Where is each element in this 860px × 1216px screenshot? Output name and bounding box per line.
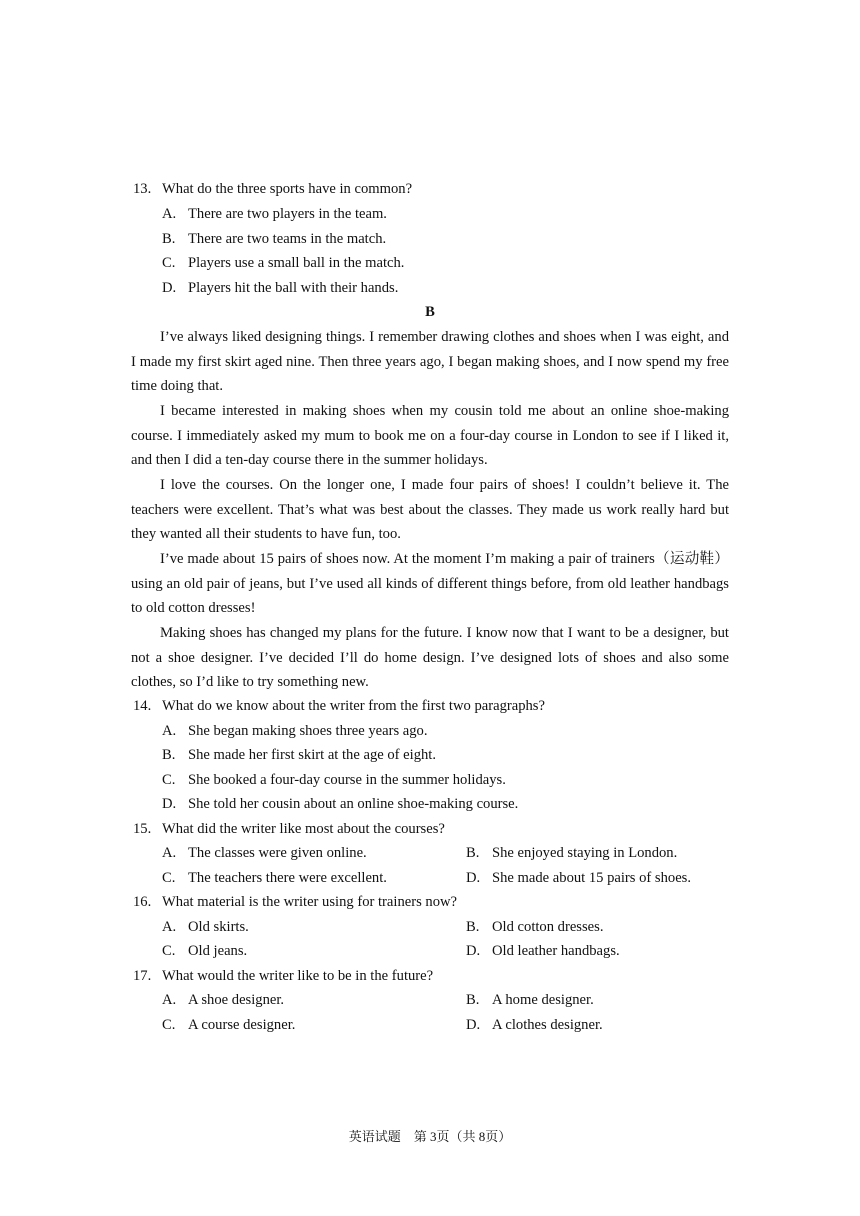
option-13-c: C. Players use a small ball in the match. [162, 255, 405, 271]
option-16-b: B. Old cotton dresses. [466, 919, 604, 935]
question-17 [133, 964, 433, 989]
section-title: B [425, 304, 435, 320]
question-16 [133, 890, 457, 915]
question-text: What do the three sports have in common? [162, 181, 413, 197]
page-footer: 英语试题 第 3页（共 8页） [348, 1129, 512, 1144]
passage-paragraph-4: I’ve made about 15 pairs of shoes now. At the moment I’m making a pair of trainers（运动鞋）using an old pair of jeans, but I’ve used all kinds of different things before, from old leather handbags to old cotton dresses! [131, 551, 729, 617]
question-text: What do we know about the writer from the first two paragraphs? [162, 698, 545, 714]
option-14-c: C. She booked a four-day course in the summer holidays. [162, 772, 506, 788]
question-number: 15. [133, 821, 152, 837]
option-17-d: D. A clothes designer. [466, 1017, 603, 1033]
question-13 [133, 177, 412, 202]
option-16-a: A. Old skirts. [162, 919, 249, 935]
option-14-b: B. She made her first skirt at the age of eight. [162, 747, 437, 763]
question-number: 16. [133, 894, 152, 910]
question-text: What would the writer like to be in the future? [162, 968, 434, 984]
option-13-a: A. There are two players in the team. [162, 206, 387, 222]
option-16-d: D. Old leather handbags. [466, 943, 620, 959]
option-15-b: B. She enjoyed staying in London. [466, 845, 678, 861]
question-number: 17. [133, 968, 152, 984]
option-13-d: D. Players hit the ball with their hands. [162, 280, 399, 296]
passage-paragraph-5: Making shoes has changed my plans for the future. I know now that I want to be a designer, but not a shoe designer. I’ve decided I’ll do home design. I’ve designed lots of shoes and also some clothes, so I’d like to try something new. [131, 625, 729, 691]
option-15-c: C. The teachers there were excellent. [162, 870, 387, 886]
question-15 [133, 817, 445, 842]
question-number: 14. [133, 698, 152, 714]
question-number: 13. [133, 181, 152, 197]
option-14-d: D. She told her cousin about an online shoe-making course. [162, 796, 519, 812]
question-text: What material is the writer using for trainers now? [162, 894, 458, 910]
option-16-c: C. Old jeans. [162, 943, 248, 959]
passage-paragraph-2: I became interested in making shoes when my cousin told me about an online shoe-making course. I immediately asked my mum to book me on a four-day course in London to see if I liked it, and then I did a ten-day course there in the summer holidays. [131, 403, 729, 469]
option-17-c: C. A course designer. [162, 1017, 296, 1033]
passage-paragraph-1: I’ve always liked designing things. I remember drawing clothes and shoes when I was eight, and I made my first skirt aged nine. Then three years ago, I began making shoes, and I now spend my free time doing that. [131, 329, 729, 395]
option-15-d: D. She made about 15 pairs of shoes. [466, 870, 692, 886]
option-17-b: B. A home designer. [466, 992, 594, 1008]
option-14-a: A. She began making shoes three years ago. [162, 723, 428, 739]
option-13-b: B. There are two teams in the match. [162, 231, 387, 247]
option-17-a: A. A shoe designer. [162, 992, 285, 1008]
question-text: What did the writer like most about the courses? [162, 821, 445, 837]
option-15-a: A. The classes were given online. [162, 845, 367, 861]
passage-paragraph-3: I love the courses. On the longer one, I made four pairs of shoes! I couldn’t believe it. The teachers were excellent. That’s what was best about the classes. They made us work really hard but they wanted all their students to have fun, too. [131, 477, 729, 543]
question-14 [133, 694, 545, 719]
